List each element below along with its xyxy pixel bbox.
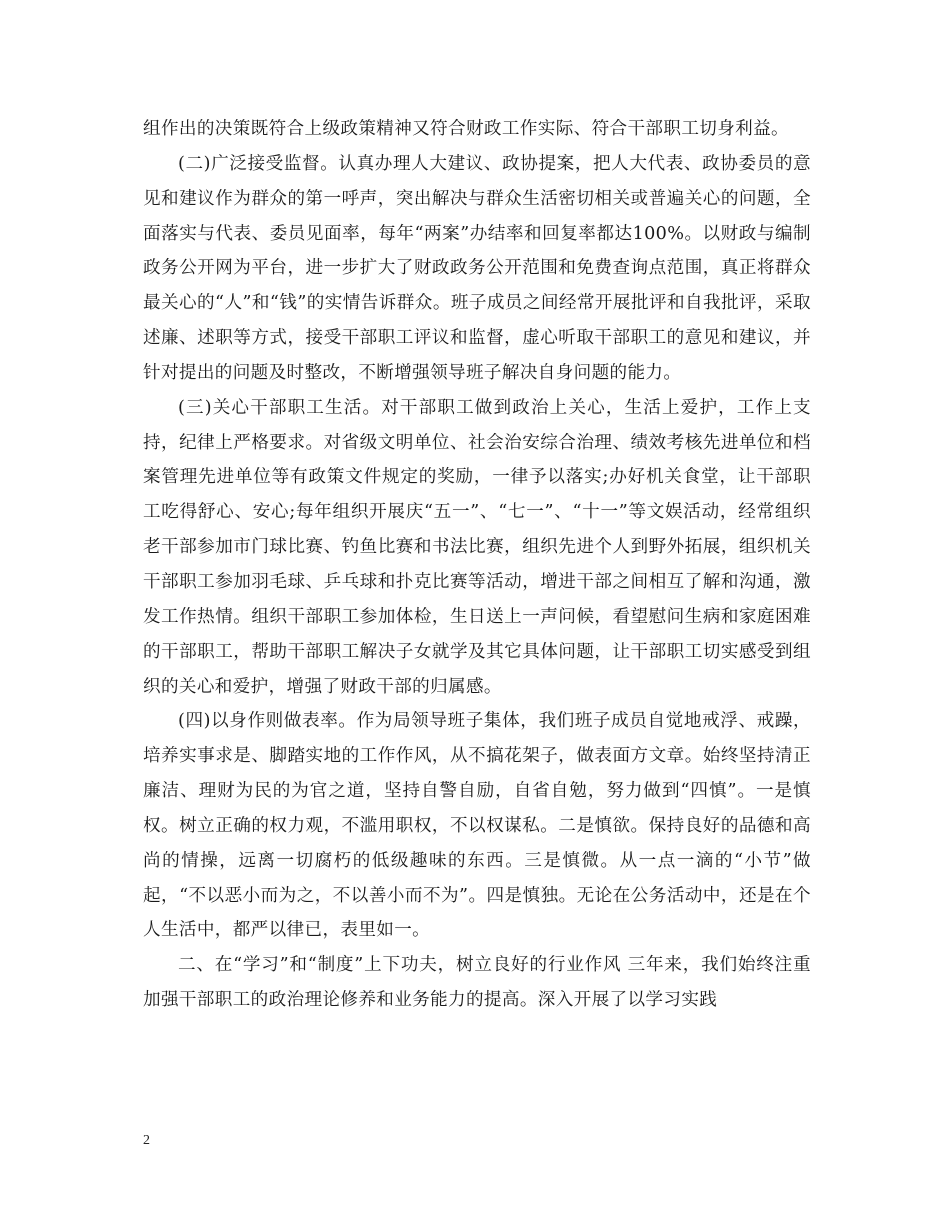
paragraph-staff-care: (三)关心干部职工生活。对干部职工做到政治上关心，生活上爱护，工作上支持，纪律上严格要求。对省级文明单位、社会治安综合治理、绩效考核先进单位和档案管理先进单位等有政策文件规定的奖励，一律予以落实;办好机关食堂，让干部职工吃得舒心、安心;每年组织开展庆“五一”、“七一”、“十一”等文娱活动，经常组织老干部参加市门球比赛、钓鱼比赛和书法比赛，组织先进个人到野外拓展，组织机关干部职工参加羽毛球、乒乓球和扑克比赛等活动，增进干部之间相互了解和沟通，激发工作热情。组织干部职工参加体检，生日送上一声问候，看望慰问生病和家庭困难的干部职工，帮助干部职工解决子女就学及其它具体问题，让干部职工切实感受到组织的关心和爱护，增强了财政干部的归属感。 bbox=[143, 397, 811, 697]
paragraph-continuation: 组作出的决策既符合上级政策精神又符合财政工作实际、符合干部职工切身利益。 bbox=[143, 119, 789, 139]
page-number: 2 bbox=[143, 1133, 150, 1148]
paragraph-supervision: (二)广泛接受监督。认真办理人大建议、政协提案，把人大代表、政协委员的意见和建议作为群众的第一呼声，突出解决与群众生活密切相关或普遍关心的问题，全面落实与代表、委员见面率，每年“两案”办结率和回复率都达100%。以财政与编制政务公开网为平台，进一步扩大了财政政务公开范围和免费查询点范围，真正将群众最关心的“人”和“钱”的实情告诉群众。班子成员之间经常开展批评和自我批评，采取述廉、述职等方式，接受干部职工评议和监督，虚心听取干部职工的意见和建议，并针对提出的问题及时整改，不断增强领导班子解决自身问题的能力。 bbox=[143, 153, 811, 383]
paragraph-section-two: 二、在“学习”和“制度”上下功夫，树立良好的行业作风 三年来，我们始终注重加强干部职工的政治理论修养和业务能力的提高。深入开展了以学习实践 bbox=[143, 955, 811, 1011]
document-body bbox=[143, 112, 811, 1018]
paragraph-lead-by-example: (四)以身作则做表率。作为局领导班子集体，我们班子成员自觉地戒浮、戒躁，培养实事求是、脚踏实地的工作作风，从不搞花架子，做表面方文章。始终坚持清正廉洁、理财为民的为官之道，坚持自警自励，自省自勉，努力做到“四慎”。一是慎权。树立正确的权力观，不滥用职权，不以权谋私。二是慎欲。保持良好的品德和高尚的情操，远离一切腐朽的低级趣味的东西。三是慎微。从一点一滴的“小节”做起，“不以恶小而为之，不以善小而不为”。四是慎独。无论在公务活动中，还是在个人生活中，都严以律已，表里如一。 bbox=[143, 711, 811, 941]
